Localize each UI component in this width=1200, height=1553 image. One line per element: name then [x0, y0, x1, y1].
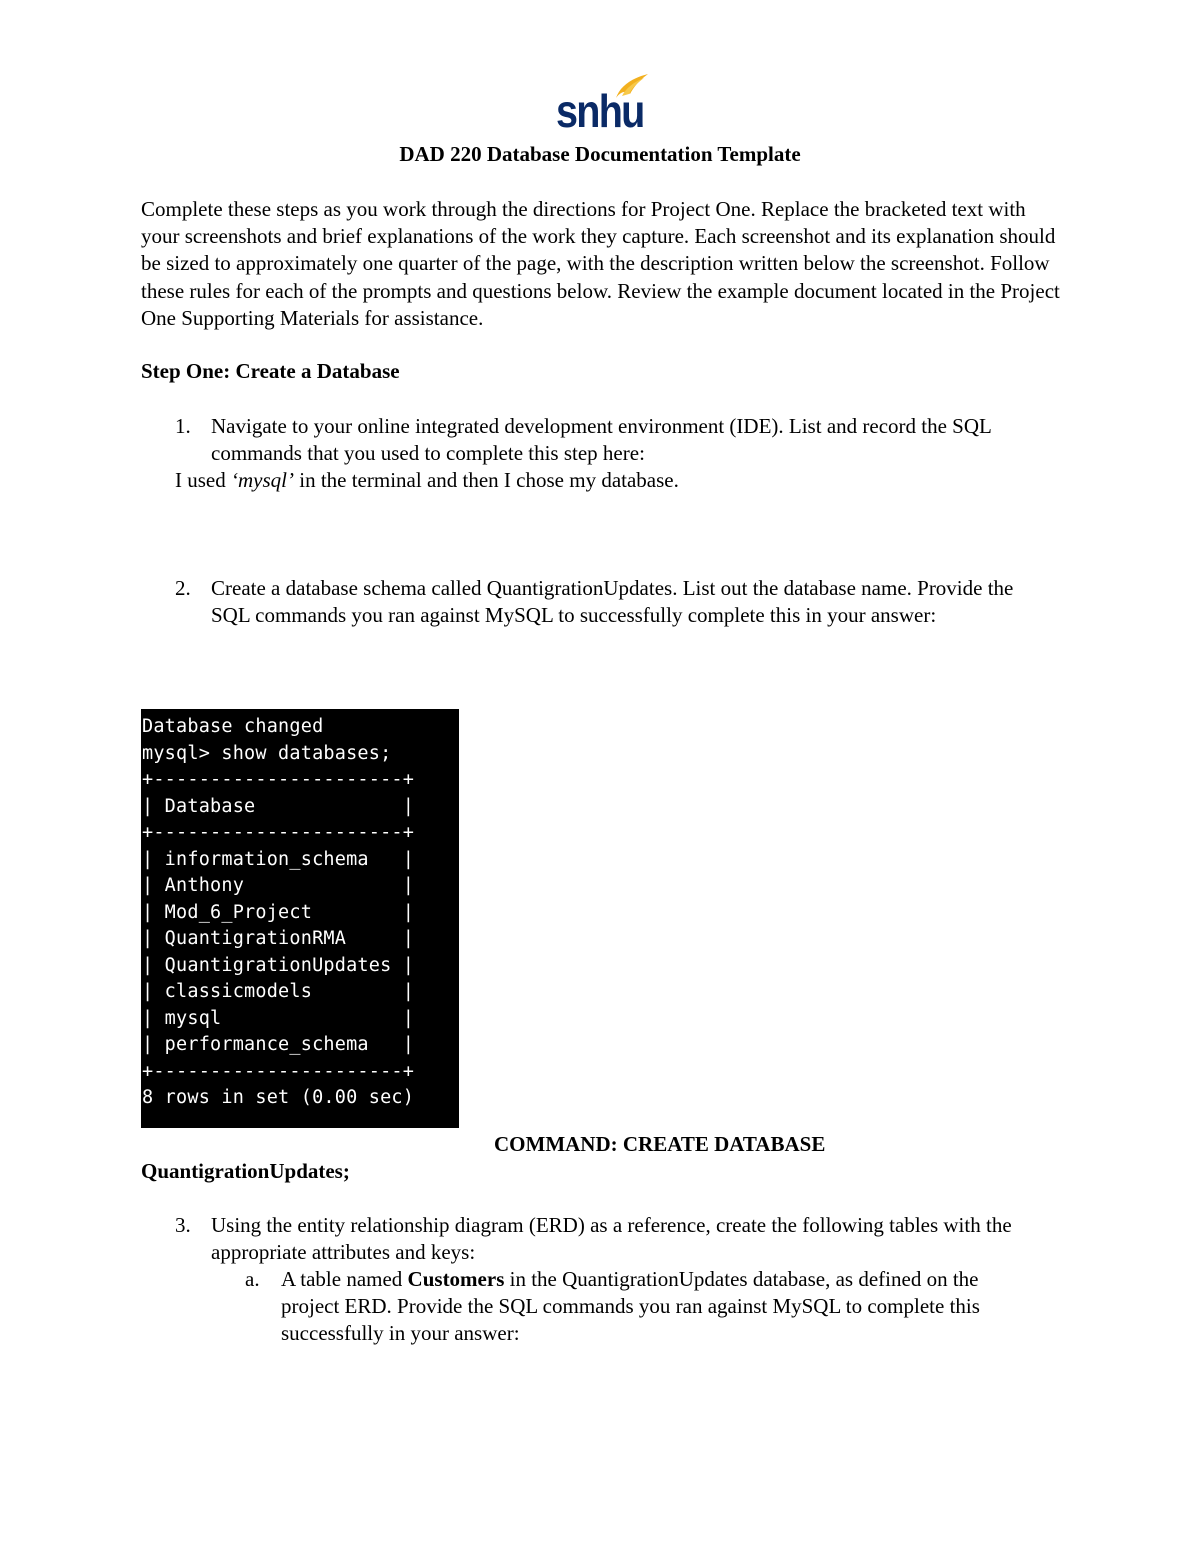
- terminal-line: | mysql |: [142, 1007, 415, 1029]
- terminal-line: | QuantigrationUpdates |: [142, 954, 415, 976]
- answer-1-command: ‘mysql’: [231, 468, 294, 492]
- terminal-output: [142, 714, 414, 1112]
- terminal-line: | performance_schema |: [142, 1034, 415, 1055]
- terminal-line: | Anthony |: [142, 875, 415, 896]
- terminal-line: Database changed: [142, 716, 324, 737]
- intro-paragraph: Complete these steps as you work through the directions for Project One. Replace the bracketed text with your screenshots and brief explanations of the work they capture. Each screenshot and its explanation should be sized to approximately one quarter of the page, with the description written below the screenshot. Follow these rules for each of the prompts and questions below. Review the example document located in the Project One Supporting Materials for assistance.: [141, 197, 1060, 330]
- logo-wordmark: snhu: [556, 85, 644, 137]
- terminal-line: | information_schema |: [142, 848, 415, 870]
- list-number: 3.: [175, 1213, 191, 1237]
- answer-1-suffix: in the terminal and then I chose my database.: [293, 468, 679, 492]
- list-item-text: Create a database schema called QuantigrationUpdates. List out the database name. Provide the SQL commands you ran against MySQL to successfully complete this in your answer:: [211, 576, 1014, 628]
- list-item-text: Using the entity relationship diagram (ERD) as a reference, create the following tables with the appropriate attributes and keys:: [211, 1213, 1012, 1265]
- terminal-line: 8 rows in set (0.00 sec): [142, 1087, 415, 1108]
- terminal-line: | Database |: [142, 795, 415, 817]
- terminal-line: | Mod_6_Project |: [142, 901, 415, 923]
- sub-item-text-after: in the QuantigrationUpdates database, as defined on the project ERD. Provide the SQL commands you ran against MySQL to complete this successfully in your answer:: [281, 1267, 980, 1346]
- terminal-line: +----------------------+: [142, 769, 415, 790]
- page-title: DAD 220 Database Documentation Template: [399, 142, 801, 166]
- sub-item-text-before: A table named: [281, 1267, 408, 1291]
- terminal-screenshot: [141, 709, 459, 1128]
- step-one-heading: Step One: Create a Database: [141, 359, 400, 383]
- list-item-text: Navigate to your online integrated development environment (IDE). List and record the SQL commands that you used to complete this step here:: [211, 414, 992, 466]
- snhu-logo: [552, 72, 648, 137]
- sub-item-table-name: Customers: [407, 1267, 505, 1291]
- command-line-1: COMMAND: CREATE DATABASE: [494, 1132, 826, 1156]
- terminal-line: mysql> show databases;: [142, 742, 392, 764]
- answer-1-prefix: I used: [175, 468, 231, 492]
- sub-list-letter: a.: [245, 1267, 260, 1291]
- terminal-line: | QuantigrationRMA |: [142, 928, 415, 949]
- terminal-line: +----------------------+: [142, 822, 415, 843]
- list-number: 1.: [175, 414, 191, 438]
- list-number: 2.: [175, 576, 191, 600]
- command-line-2: QuantigrationUpdates;: [141, 1159, 350, 1183]
- terminal-line: | classicmodels |: [142, 981, 415, 1002]
- sub-list-item-text: [281, 1266, 1041, 1348]
- answer-1: [175, 467, 679, 494]
- terminal-line: +----------------------+: [142, 1060, 415, 1082]
